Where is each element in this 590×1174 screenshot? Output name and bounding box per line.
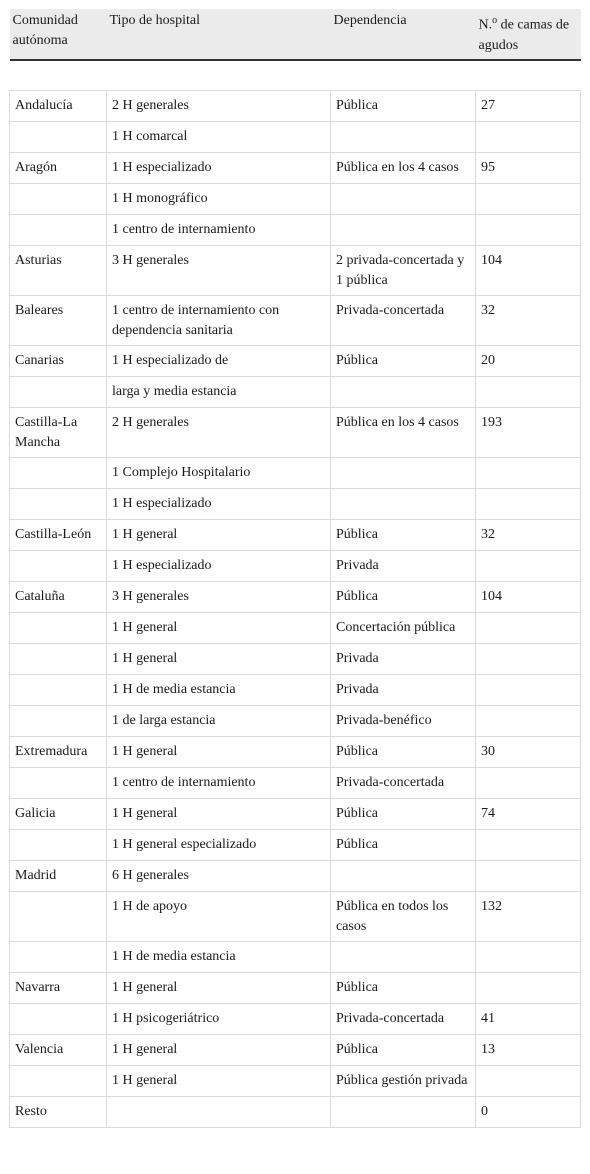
cell-dependencia: [331, 215, 476, 246]
cell-camas: 13: [476, 1035, 581, 1066]
cell-dependencia: Privada: [331, 675, 476, 706]
cell-tipo-hospital: 1 H especializado: [107, 153, 331, 184]
cell-dependencia: 2 privada-concertada y 1 pública: [331, 246, 476, 296]
cell-dependencia: Privada: [331, 551, 476, 582]
cell-dependencia: Pública: [331, 799, 476, 830]
cell-camas: 20: [476, 346, 581, 377]
cell-camas: 30: [476, 737, 581, 768]
cell-camas: 193: [476, 408, 581, 458]
cell-dependencia: Concertación pública: [331, 613, 476, 644]
table-row: [10, 582, 581, 613]
cell-dependencia: Pública en los 4 casos: [331, 153, 476, 184]
cell-dependencia: Privada-concertada: [331, 768, 476, 799]
cell-camas: [476, 613, 581, 644]
cell-camas: [476, 184, 581, 215]
cell-tipo-hospital: 1 H comarcal: [107, 122, 331, 153]
table-row: [10, 489, 581, 520]
table-row: [10, 942, 581, 973]
cell-comunidad: Castilla-La Mancha: [10, 408, 107, 458]
cell-camas: [476, 489, 581, 520]
cell-dependencia: [331, 184, 476, 215]
cell-dependencia: Pública: [331, 973, 476, 1004]
cell-dependencia: Pública: [331, 91, 476, 122]
table-row: [10, 122, 581, 153]
table-row: [10, 520, 581, 551]
table-row: [10, 768, 581, 799]
header-camas: [476, 9, 581, 60]
cell-camas: [476, 458, 581, 489]
cell-camas: 104: [476, 246, 581, 296]
table-row: [10, 346, 581, 377]
hospital-table: [9, 9, 581, 1128]
cell-comunidad: [10, 706, 107, 737]
cell-comunidad: [10, 122, 107, 153]
header-tipo-hospital: Tipo de hospital: [107, 9, 331, 60]
table-header: [10, 9, 581, 60]
cell-dependencia: Pública: [331, 830, 476, 861]
cell-comunidad: Navarra: [10, 973, 107, 1004]
cell-dependencia: Pública: [331, 737, 476, 768]
table-row: [10, 408, 581, 458]
table-row: [10, 296, 581, 346]
cell-tipo-hospital: 3 H generales: [107, 582, 331, 613]
cell-dependencia: Privada-benéfico: [331, 706, 476, 737]
cell-comunidad: Galicia: [10, 799, 107, 830]
cell-dependencia: Pública: [331, 346, 476, 377]
cell-comunidad: Andalucía: [10, 91, 107, 122]
cell-camas: [476, 768, 581, 799]
cell-camas: 41: [476, 1004, 581, 1035]
cell-dependencia: Pública: [331, 520, 476, 551]
cell-dependencia: [331, 489, 476, 520]
cell-tipo-hospital: 1 Complejo Hospitalario: [107, 458, 331, 489]
cell-dependencia: Pública gestión privada: [331, 1066, 476, 1097]
cell-dependencia: Privada: [331, 644, 476, 675]
cell-dependencia: [331, 458, 476, 489]
cell-camas: [476, 122, 581, 153]
table-row: [10, 377, 581, 408]
cell-comunidad: Resto: [10, 1097, 107, 1128]
cell-comunidad: [10, 215, 107, 246]
cell-tipo-hospital: 1 H general: [107, 973, 331, 1004]
cell-comunidad: [10, 1004, 107, 1035]
cell-tipo-hospital: 1 H especializado de: [107, 346, 331, 377]
cell-comunidad: Canarias: [10, 346, 107, 377]
header-dependencia: Dependencia: [331, 9, 476, 60]
table-spacer: [10, 60, 581, 91]
cell-tipo-hospital: 1 H general: [107, 1035, 331, 1066]
table-row: [10, 706, 581, 737]
cell-dependencia: Pública: [331, 582, 476, 613]
table-row: [10, 892, 581, 942]
table-row: [10, 737, 581, 768]
cell-camas: 104: [476, 582, 581, 613]
cell-camas: [476, 377, 581, 408]
cell-camas: [476, 973, 581, 1004]
cell-comunidad: [10, 613, 107, 644]
cell-tipo-hospital: 1 H de media estancia: [107, 675, 331, 706]
table-row: [10, 184, 581, 215]
table-body: [10, 60, 581, 1128]
cell-dependencia: [331, 122, 476, 153]
cell-camas: [476, 861, 581, 892]
cell-dependencia: Pública en los 4 casos: [331, 408, 476, 458]
cell-tipo-hospital: 1 de larga estancia: [107, 706, 331, 737]
cell-tipo-hospital: 1 H general: [107, 520, 331, 551]
table-row: [10, 861, 581, 892]
table-row: [10, 613, 581, 644]
header-row: [10, 9, 581, 60]
table-row: [10, 1004, 581, 1035]
cell-camas: [476, 215, 581, 246]
cell-tipo-hospital: 1 H de apoyo: [107, 892, 331, 942]
cell-tipo-hospital: 1 H especializado: [107, 489, 331, 520]
cell-tipo-hospital: 1 H general especializado: [107, 830, 331, 861]
cell-camas: [476, 706, 581, 737]
header-camas-prefix: N.: [478, 17, 493, 33]
spacer-cell: [10, 60, 581, 91]
cell-camas: [476, 675, 581, 706]
table-row: [10, 1035, 581, 1066]
cell-camas: 74: [476, 799, 581, 830]
table-row: [10, 458, 581, 489]
cell-comunidad: Madrid: [10, 861, 107, 892]
table-row: [10, 551, 581, 582]
cell-tipo-hospital: 1 H general: [107, 737, 331, 768]
cell-comunidad: Extremadura: [10, 737, 107, 768]
table-row: [10, 973, 581, 1004]
cell-camas: [476, 1066, 581, 1097]
cell-comunidad: [10, 644, 107, 675]
cell-comunidad: [10, 1066, 107, 1097]
cell-camas: 27: [476, 91, 581, 122]
cell-tipo-hospital: 1 centro de internamiento: [107, 215, 331, 246]
cell-comunidad: Castilla-León: [10, 520, 107, 551]
cell-comunidad: [10, 768, 107, 799]
cell-tipo-hospital: 1 H de media estancia: [107, 942, 331, 973]
cell-comunidad: Aragón: [10, 153, 107, 184]
cell-tipo-hospital: 1 H monográfico: [107, 184, 331, 215]
cell-camas: 32: [476, 520, 581, 551]
cell-camas: 132: [476, 892, 581, 942]
cell-comunidad: Asturias: [10, 246, 107, 296]
cell-dependencia: Pública en todos los casos: [331, 892, 476, 942]
cell-dependencia: [331, 861, 476, 892]
table-row: [10, 91, 581, 122]
table-row: [10, 799, 581, 830]
table-row: [10, 215, 581, 246]
cell-comunidad: Valencia: [10, 1035, 107, 1066]
cell-comunidad: [10, 675, 107, 706]
cell-comunidad: [10, 942, 107, 973]
cell-comunidad: Baleares: [10, 296, 107, 346]
cell-tipo-hospital: 1 centro de internamiento con dependencia sanitaria: [107, 296, 331, 346]
cell-camas: 0: [476, 1097, 581, 1128]
table-row: [10, 675, 581, 706]
cell-tipo-hospital: 1 H general: [107, 1066, 331, 1097]
table-row: [10, 153, 581, 184]
cell-tipo-hospital: 1 H psicogeriátrico: [107, 1004, 331, 1035]
header-comunidad: Comunidad autónoma: [10, 9, 107, 60]
cell-tipo-hospital: 3 H generales: [107, 246, 331, 296]
header-camas-suffix: de camas de agudos: [478, 17, 570, 53]
cell-tipo-hospital: 1 H especializado: [107, 551, 331, 582]
cell-tipo-hospital: 2 H generales: [107, 91, 331, 122]
cell-tipo-hospital: 1 H general: [107, 613, 331, 644]
cell-camas: [476, 644, 581, 675]
cell-comunidad: [10, 830, 107, 861]
cell-comunidad: [10, 892, 107, 942]
cell-dependencia: Privada-concertada: [331, 296, 476, 346]
header-camas-sup: o: [492, 15, 498, 26]
cell-comunidad: [10, 184, 107, 215]
cell-dependencia: Privada-concertada: [331, 1004, 476, 1035]
cell-camas: 32: [476, 296, 581, 346]
hospital-table-container: [9, 9, 580, 1128]
cell-comunidad: Cataluña: [10, 582, 107, 613]
table-row: [10, 246, 581, 296]
cell-tipo-hospital: larga y media estancia: [107, 377, 331, 408]
cell-tipo-hospital: 1 H general: [107, 644, 331, 675]
cell-comunidad: [10, 377, 107, 408]
cell-dependencia: Pública: [331, 1035, 476, 1066]
cell-comunidad: [10, 458, 107, 489]
cell-tipo-hospital: [107, 1097, 331, 1128]
cell-tipo-hospital: 2 H generales: [107, 408, 331, 458]
cell-tipo-hospital: 1 H general: [107, 799, 331, 830]
cell-comunidad: [10, 489, 107, 520]
table-row: [10, 1097, 581, 1128]
table-row: [10, 644, 581, 675]
cell-dependencia: [331, 942, 476, 973]
cell-dependencia: [331, 377, 476, 408]
table-row: [10, 1066, 581, 1097]
cell-tipo-hospital: 6 H generales: [107, 861, 331, 892]
cell-camas: 95: [476, 153, 581, 184]
cell-camas: [476, 830, 581, 861]
cell-camas: [476, 942, 581, 973]
table-row: [10, 830, 581, 861]
cell-dependencia: [331, 1097, 476, 1128]
cell-comunidad: [10, 551, 107, 582]
cell-tipo-hospital: 1 centro de internamiento: [107, 768, 331, 799]
cell-camas: [476, 551, 581, 582]
